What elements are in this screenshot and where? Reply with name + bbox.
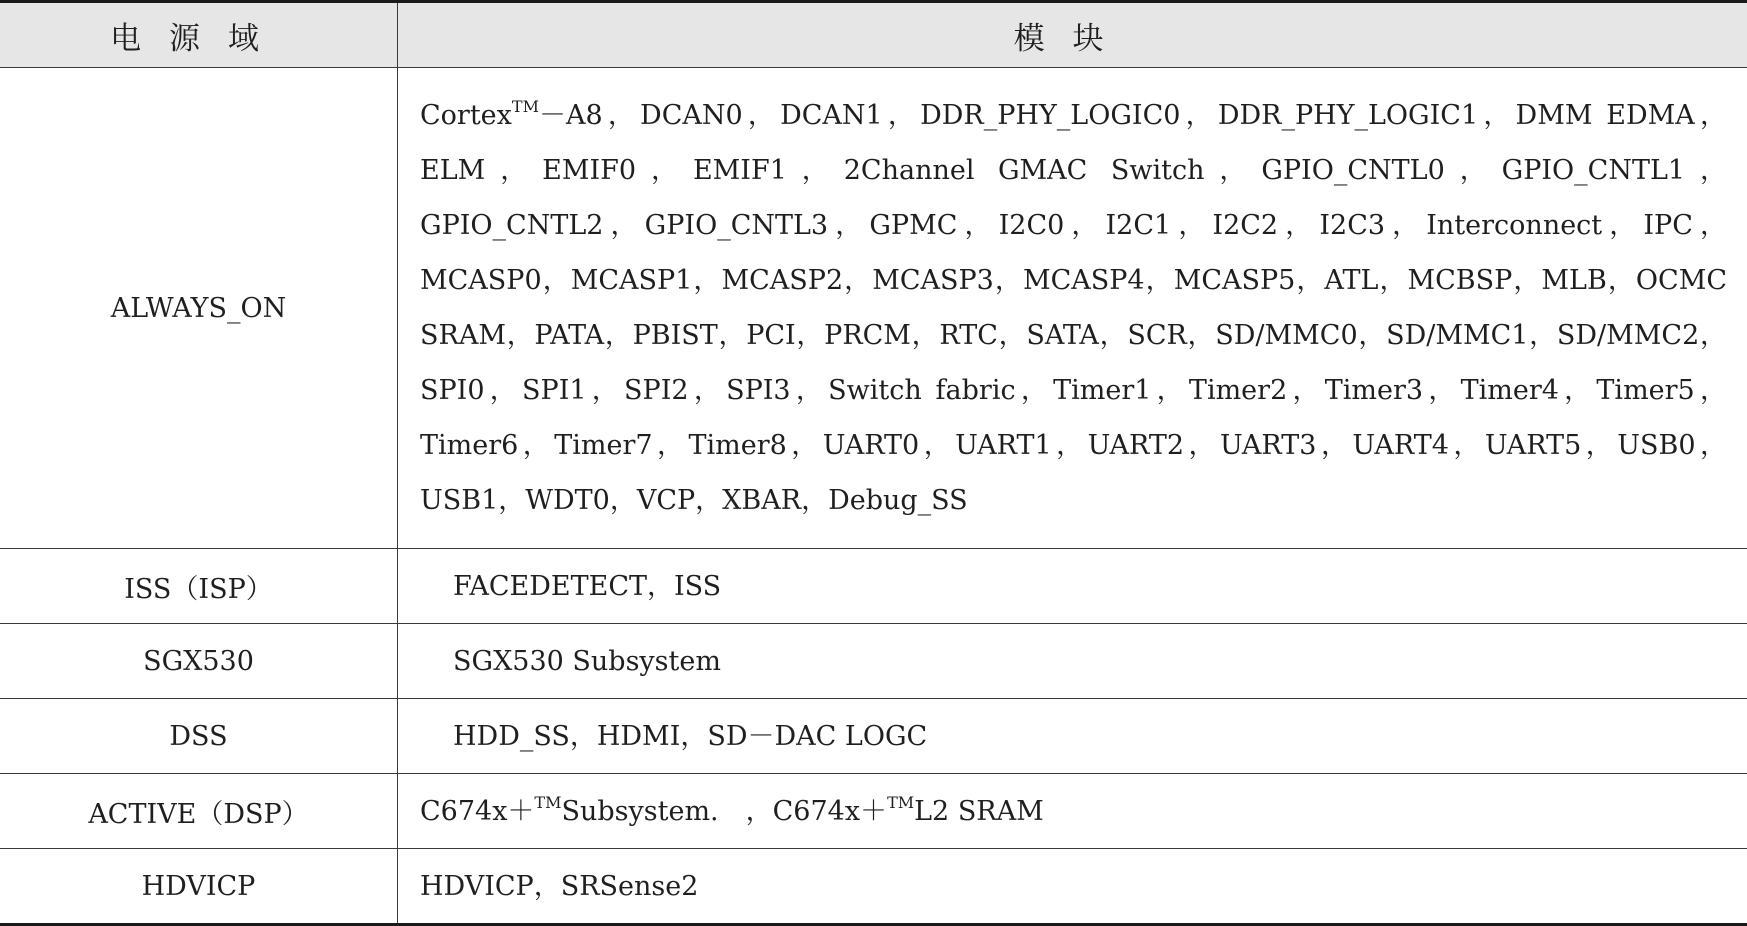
table-row — [0, 774, 1747, 849]
module-text: FACEDETECT，ISS — [398, 559, 1747, 614]
module-cell — [398, 849, 1747, 925]
table-row — [0, 68, 1747, 549]
module-text: SGX530 Subsystem — [398, 634, 1747, 689]
module-text: HDD_SS，HDMI，SD－DAC LOGC — [398, 709, 1747, 764]
domain-text: DSS — [169, 721, 227, 752]
domain-text: ALWAYS_ON — [111, 293, 286, 324]
table-row — [0, 699, 1747, 774]
domain-text: ACTIVE（DSP） — [88, 792, 308, 831]
module-text — [398, 68, 1747, 548]
module-text: HDVICP，SRSense2 — [398, 859, 1747, 914]
module-cell — [398, 624, 1747, 699]
domain-cell — [0, 68, 398, 549]
domain-text: HDVICP — [142, 871, 256, 902]
header-domain: 电源域 — [0, 2, 398, 68]
module-part3: L2 SRAM — [914, 796, 1044, 827]
trademark-mark: TM — [534, 793, 561, 812]
table-row — [0, 624, 1747, 699]
domain-cell — [0, 774, 398, 849]
domain-text: SGX530 — [143, 646, 254, 677]
module-prefix: Cortex — [420, 100, 512, 131]
domain-cell — [0, 549, 398, 624]
domain-cell — [0, 849, 398, 925]
module-part2: Subsystem. ，C674x＋ — [561, 796, 887, 827]
module-cell — [398, 68, 1747, 549]
module-part1: C674x＋ — [420, 796, 534, 827]
module-cell — [398, 549, 1747, 624]
module-text — [398, 784, 1747, 839]
trademark-mark: TM — [512, 97, 539, 116]
domain-text: ISS（ISP） — [124, 567, 273, 606]
table-row — [0, 849, 1747, 925]
module-cell — [398, 699, 1747, 774]
table-row — [0, 549, 1747, 624]
table-header-row — [0, 2, 1747, 68]
domain-cell — [0, 699, 398, 774]
module-cell — [398, 774, 1747, 849]
trademark-mark: TM — [887, 793, 914, 812]
header-module: 模块 — [398, 2, 1747, 68]
module-rest: －A8，DCAN0，DCAN1，DDR_PHY_LOGIC0，DDR_PHY_LOGIC1，DMM EDMA，ELM，EMIF0，EMIF1，2Channel GMAC Switch，GPIO_CNTL0，GPIO_CNTL1，GPIO_CNTL2，GPIO_CNTL3，GPMC，I2C0，I2C1，I2C2，I2C3，Interconnect，IPC，MCASP0，MCASP1，MCASP2，MCASP3，MCASP4，MCASP5，ATL，MCBSP，MLB，OCMC SRAM，PATA，PBIST，PCI，PRCM，RTC，SATA，SCR，SD/MMC0，SD/MMC1，SD/MMC2，SPI0，SPI1，SPI2，SPI3，Switch fabric，Timer1，Timer2，Timer3，Timer4，Timer5，Timer6，Timer7，Timer8，UART0，UART1，UART2，UART3，UART4，UART5，USB0，USB1，WDT0，VCP，XBAR，Debug_SS — [420, 100, 1727, 516]
domain-cell — [0, 624, 398, 699]
